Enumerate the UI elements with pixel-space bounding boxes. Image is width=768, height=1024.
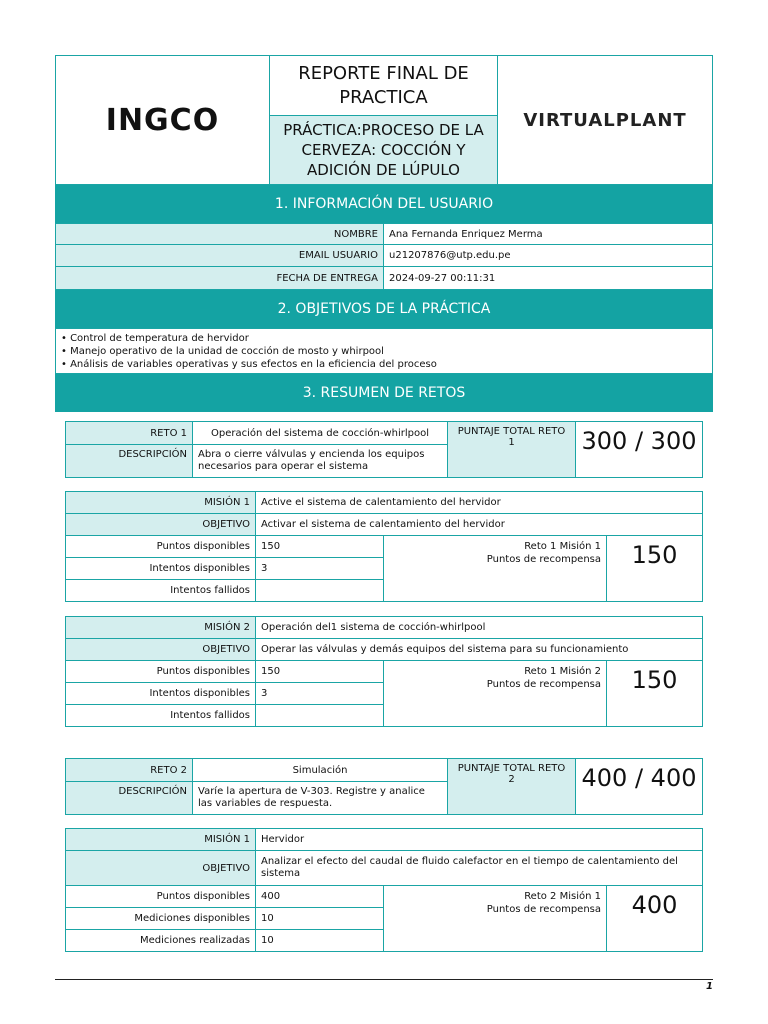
r2m1-row3-value: 10	[255, 929, 384, 952]
r2m1-row1-label: Puntos disponibles	[65, 885, 256, 908]
name-label: NOMBRE	[55, 223, 384, 245]
r1m2-name: Operación del1 sistema de cocción-whirlpool	[255, 616, 703, 639]
r1m1-row3-label: Intentos fallidos	[65, 579, 256, 602]
ingco-logo: INGCO	[105, 102, 220, 138]
r1m1-name: Active el sistema de calentamiento del hervidor	[255, 491, 703, 514]
objective-item: • Manejo operativo de la unidad de cocción de mosto y whirpool	[61, 346, 384, 357]
section-objectives-header	[55, 290, 713, 328]
r1m1-row1-label: Puntos disponibles	[65, 535, 256, 558]
r1m1-reward-sub: Puntos de recompensa	[486, 554, 601, 565]
header-logo-left-box	[55, 55, 270, 185]
reto2-name: Simulación	[192, 758, 448, 782]
reto1-name: Operación del sistema de cocción-whirlpool	[192, 421, 448, 445]
r2m1-row2-value: 10	[255, 907, 384, 930]
r1m1-reward-box	[383, 535, 607, 602]
objectives-list	[55, 328, 713, 374]
reto1-label: RETO 1	[65, 421, 193, 445]
r1m2-reward-sub: Puntos de recompensa	[486, 679, 601, 690]
r1m1-row2-value: 3	[255, 557, 384, 580]
r2m1-row3-label: Mediciones realizadas	[65, 929, 256, 952]
email-label: EMAIL USUARIO	[55, 244, 384, 267]
r2m1-reward-sub: Puntos de recompensa	[486, 904, 601, 915]
r1m2-reward: 150	[606, 660, 703, 727]
reto1-desc: Abra o cierre válvulas y encienda los equipos necesarios para operar el sistema	[192, 444, 448, 478]
r1m1-objective: Activar el sistema de calentamiento del hervidor	[255, 513, 703, 536]
date-value: 2024-09-27 00:11:31	[383, 266, 713, 290]
reto2-desc: Varíe la apertura de V-303. Registre y analice las variables de respuesta.	[192, 781, 448, 815]
r1m1-objective-label: OBJETIVO	[65, 513, 256, 536]
section-challenges-header	[55, 374, 713, 412]
section-title: 2. OBJETIVOS DE LA PRÁCTICA	[277, 301, 491, 317]
r1m2-reward-box	[383, 660, 607, 727]
footer-rule	[55, 979, 713, 980]
r1m2-row1-value: 150	[255, 660, 384, 683]
r2m1-objective: Analizar el efecto del caudal de fluido calefactor en el tiempo de calentamiento del sistema	[255, 850, 703, 886]
r1m2-row3-value	[255, 704, 384, 727]
practice-title: PRÁCTICA:PROCESO DE LA CERVEZA: COCCIÓN Y ADICIÓN DE LÚPULO	[283, 121, 484, 179]
section-user-info-header	[55, 185, 713, 223]
reto2-label: RETO 2	[65, 758, 193, 782]
reto2-desc-label: DESCRIPCIÓN	[65, 781, 193, 815]
r2m1-name: Hervidor	[255, 828, 703, 851]
r1m1-reward: 150	[606, 535, 703, 602]
r1m2-label: MISIÓN 2	[65, 616, 256, 639]
page-number: 1	[706, 981, 713, 992]
r1m1-reward-title: Reto 1 Misión 1	[524, 541, 601, 552]
report-title-box	[269, 55, 498, 116]
r2m1-label: MISIÓN 1	[65, 828, 256, 851]
section-title: 1. INFORMACIÓN DEL USUARIO	[274, 196, 494, 212]
r2m1-row2-label: Mediciones disponibles	[65, 907, 256, 930]
name-value: Ana Fernanda Enriquez Merma	[383, 223, 713, 245]
r2m1-objective-label: OBJETIVO	[65, 850, 256, 886]
r1m2-objective: Operar las válvulas y demás equipos del sistema para su funcionamiento	[255, 638, 703, 661]
date-label: FECHA DE ENTREGA	[55, 266, 384, 290]
r1m2-row2-value: 3	[255, 682, 384, 705]
header-logo-right-box	[497, 55, 713, 185]
reto1-total-label: PUNTAJE TOTAL RETO 1	[447, 421, 576, 478]
objective-item: • Análisis de variables operativas y sus efectos en la eficiencia del proceso	[61, 359, 437, 370]
r1m1-row1-value: 150	[255, 535, 384, 558]
email-value: u21207876@utp.edu.pe	[383, 244, 713, 267]
r1m1-row2-label: Intentos disponibles	[65, 557, 256, 580]
r1m2-reward-title: Reto 1 Misión 2	[524, 666, 601, 677]
virtualplant-logo: VIRTUALPLANT	[523, 109, 687, 131]
objective-item: • Control de temperatura de hervidor	[61, 333, 249, 344]
report-title: REPORTE FINAL DE PRACTICA	[298, 62, 469, 108]
r2m1-reward-title: Reto 2 Misión 1	[524, 891, 601, 902]
r1m2-row1-label: Puntos disponibles	[65, 660, 256, 683]
reto2-total-score: 400 / 400	[575, 758, 703, 815]
r2m1-reward: 400	[606, 885, 703, 952]
reto2-total-label: PUNTAJE TOTAL RETO 2	[447, 758, 576, 815]
r1m2-objective-label: OBJETIVO	[65, 638, 256, 661]
reto1-desc-label: DESCRIPCIÓN	[65, 444, 193, 478]
r1m2-row2-label: Intentos disponibles	[65, 682, 256, 705]
r1m2-row3-label: Intentos fallidos	[65, 704, 256, 727]
practice-title-box	[269, 115, 498, 185]
section-title: 3. RESUMEN DE RETOS	[302, 385, 466, 401]
r1m1-label: MISIÓN 1	[65, 491, 256, 514]
r2m1-row1-value: 400	[255, 885, 384, 908]
reto1-total-score: 300 / 300	[575, 421, 703, 478]
r2m1-reward-box	[383, 885, 607, 952]
r1m1-row3-value	[255, 579, 384, 602]
